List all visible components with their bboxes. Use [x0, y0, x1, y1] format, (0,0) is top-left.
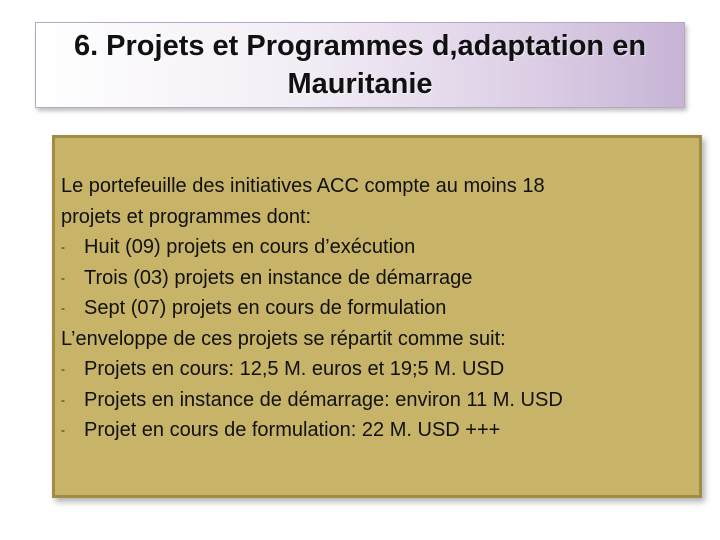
list-item	[61, 232, 695, 263]
intro-line: Le portefeuille des initiatives ACC compte au moins 18	[61, 175, 545, 197]
envelope-intro-line: L’enveloppe de ces projets se répartit comme suit:	[61, 327, 506, 350]
content-panel	[52, 135, 702, 498]
list-item-text: Projets en cours: 12,5 M. euros et 19;5 M. USD	[84, 358, 505, 380]
list-item-text: Projets en instance de démarrage: environ 11 M. USD	[84, 388, 563, 411]
bullet-dash-icon: -	[61, 240, 65, 254]
list-item-text: Huit (09) projets en cours d’exécution	[84, 236, 416, 258]
list-item-text: Trois (03) projets en instance de démarrage	[84, 266, 473, 289]
list-item-text: Sept (07) projets en cours de formulation	[84, 297, 447, 319]
list-item	[61, 293, 695, 324]
bullet-dash-icon: -	[61, 270, 65, 285]
intro-line-continued: projets et programmes dont:	[61, 205, 312, 228]
list-item	[61, 415, 695, 446]
list-item	[61, 354, 695, 385]
list-item-text: Projet en cours de formulation: 22 M. USD +++	[84, 419, 501, 441]
title-banner	[35, 22, 685, 108]
slide-title: 6. Projets et Programmes d,adaptation en Mauritanie	[73, 30, 647, 100]
bullet-dash-icon: -	[61, 392, 65, 407]
list-item	[61, 385, 695, 416]
content-text	[61, 171, 695, 446]
bullet-dash-icon: -	[61, 423, 65, 437]
bullet-dash-icon: -	[61, 301, 65, 315]
bullet-dash-icon: -	[61, 362, 65, 376]
list-item	[61, 263, 695, 294]
